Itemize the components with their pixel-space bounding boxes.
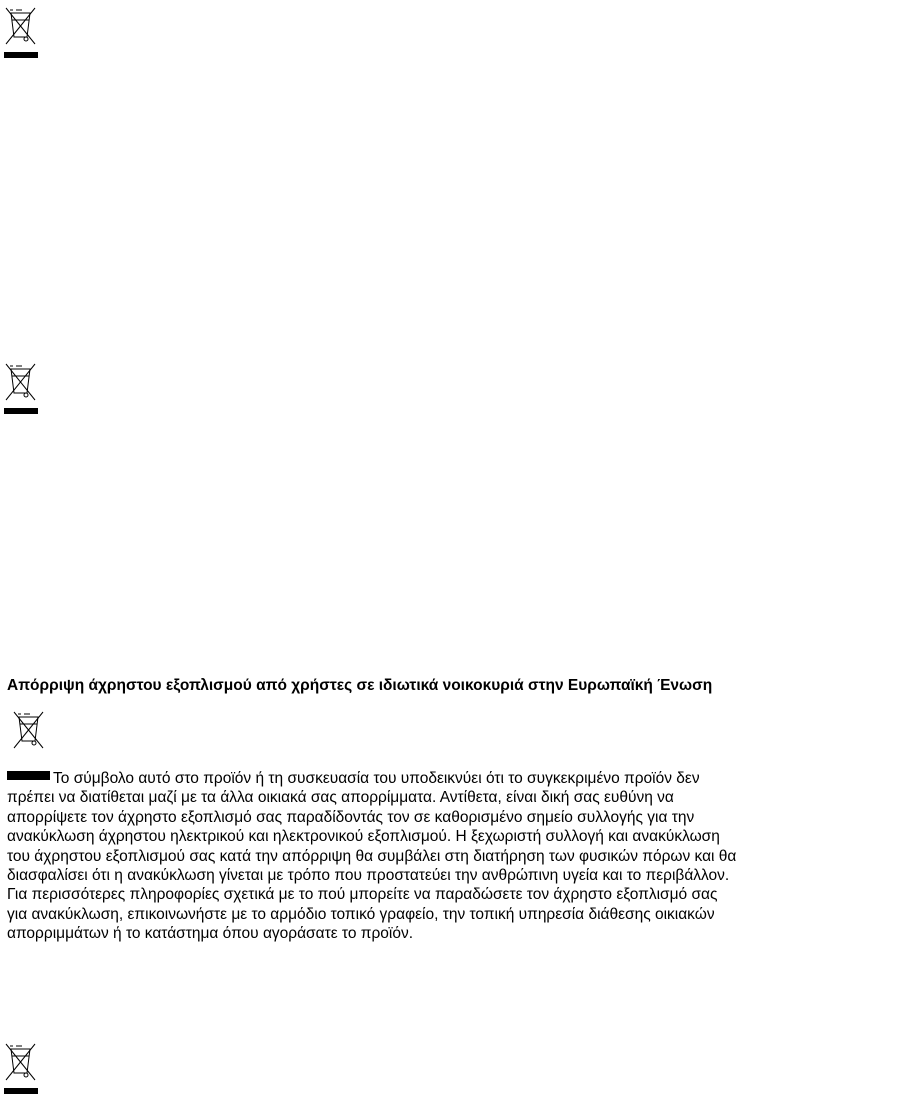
paragraph-line: πρέπει να διατίθεται μαζί με τα άλλα οικιακά σας απορρίμματα. Αντίθετα, είναι δική σας ευθύνη να bbox=[7, 789, 674, 807]
weee-bar-icon bbox=[7, 771, 50, 780]
crossed-out-wheeled-bin-icon bbox=[4, 4, 38, 58]
disposal-paragraph bbox=[7, 769, 897, 944]
paragraph-line: ανακύκλωση άχρηστου ηλεκτρικού και ηλεκτρονικού εξοπλισμού. Η ξεχωριστή συλλογή και ανακύκλωση bbox=[7, 828, 720, 846]
paragraph-line: του άχρηστου εξοπλισμού σας κατά την απόρριψη θα συμβάλει στη διατήρηση των φυσικών πόρων και θα bbox=[7, 847, 737, 865]
crossed-out-wheeled-bin-icon bbox=[12, 708, 46, 762]
paragraph-line: απορριμμάτων ή το κατάστημα όπου αγοράσατε το προϊόν. bbox=[7, 925, 414, 943]
paragraph-line: διασφαλίσει ότι η ανακύκλωση γίνεται με τρόπο που προστατεύει την ανθρώπινη υγεία και το περιβάλλον. bbox=[7, 867, 730, 885]
section-heading: Απόρριψη άχρηστου εξοπλισμού από χρήστες σε ιδιωτικά νοικοκυριά στην Ευρωπαϊκή Ένωση bbox=[7, 677, 713, 694]
paragraph-line: για ανακύκλωση, επικοινωνήστε με το αρμόδιο τοπικό γραφείο, την τοπική υπηρεσία διάθεσης οικιακών bbox=[7, 905, 715, 923]
paragraph-line: Για περισσότερες πληροφορίες σχετικά με το πού μπορείτε να παραδώσετε τον άχρηστο εξοπλισμό σας bbox=[7, 886, 718, 904]
crossed-out-wheeled-bin-icon bbox=[4, 1040, 38, 1094]
crossed-out-wheeled-bin-icon bbox=[4, 360, 38, 414]
paragraph-line: Το σύμβολο αυτό στο προϊόν ή τη συσκευασία του υποδεικνύει ότι το συγκεκριμένο προϊόν δεν bbox=[7, 769, 897, 788]
paragraph-line: απορρίψετε τον άχρηστο εξοπλισμό σας παραδίδοντάς τον σε καθορισμένο σημείο συλλογής για την bbox=[7, 808, 695, 826]
